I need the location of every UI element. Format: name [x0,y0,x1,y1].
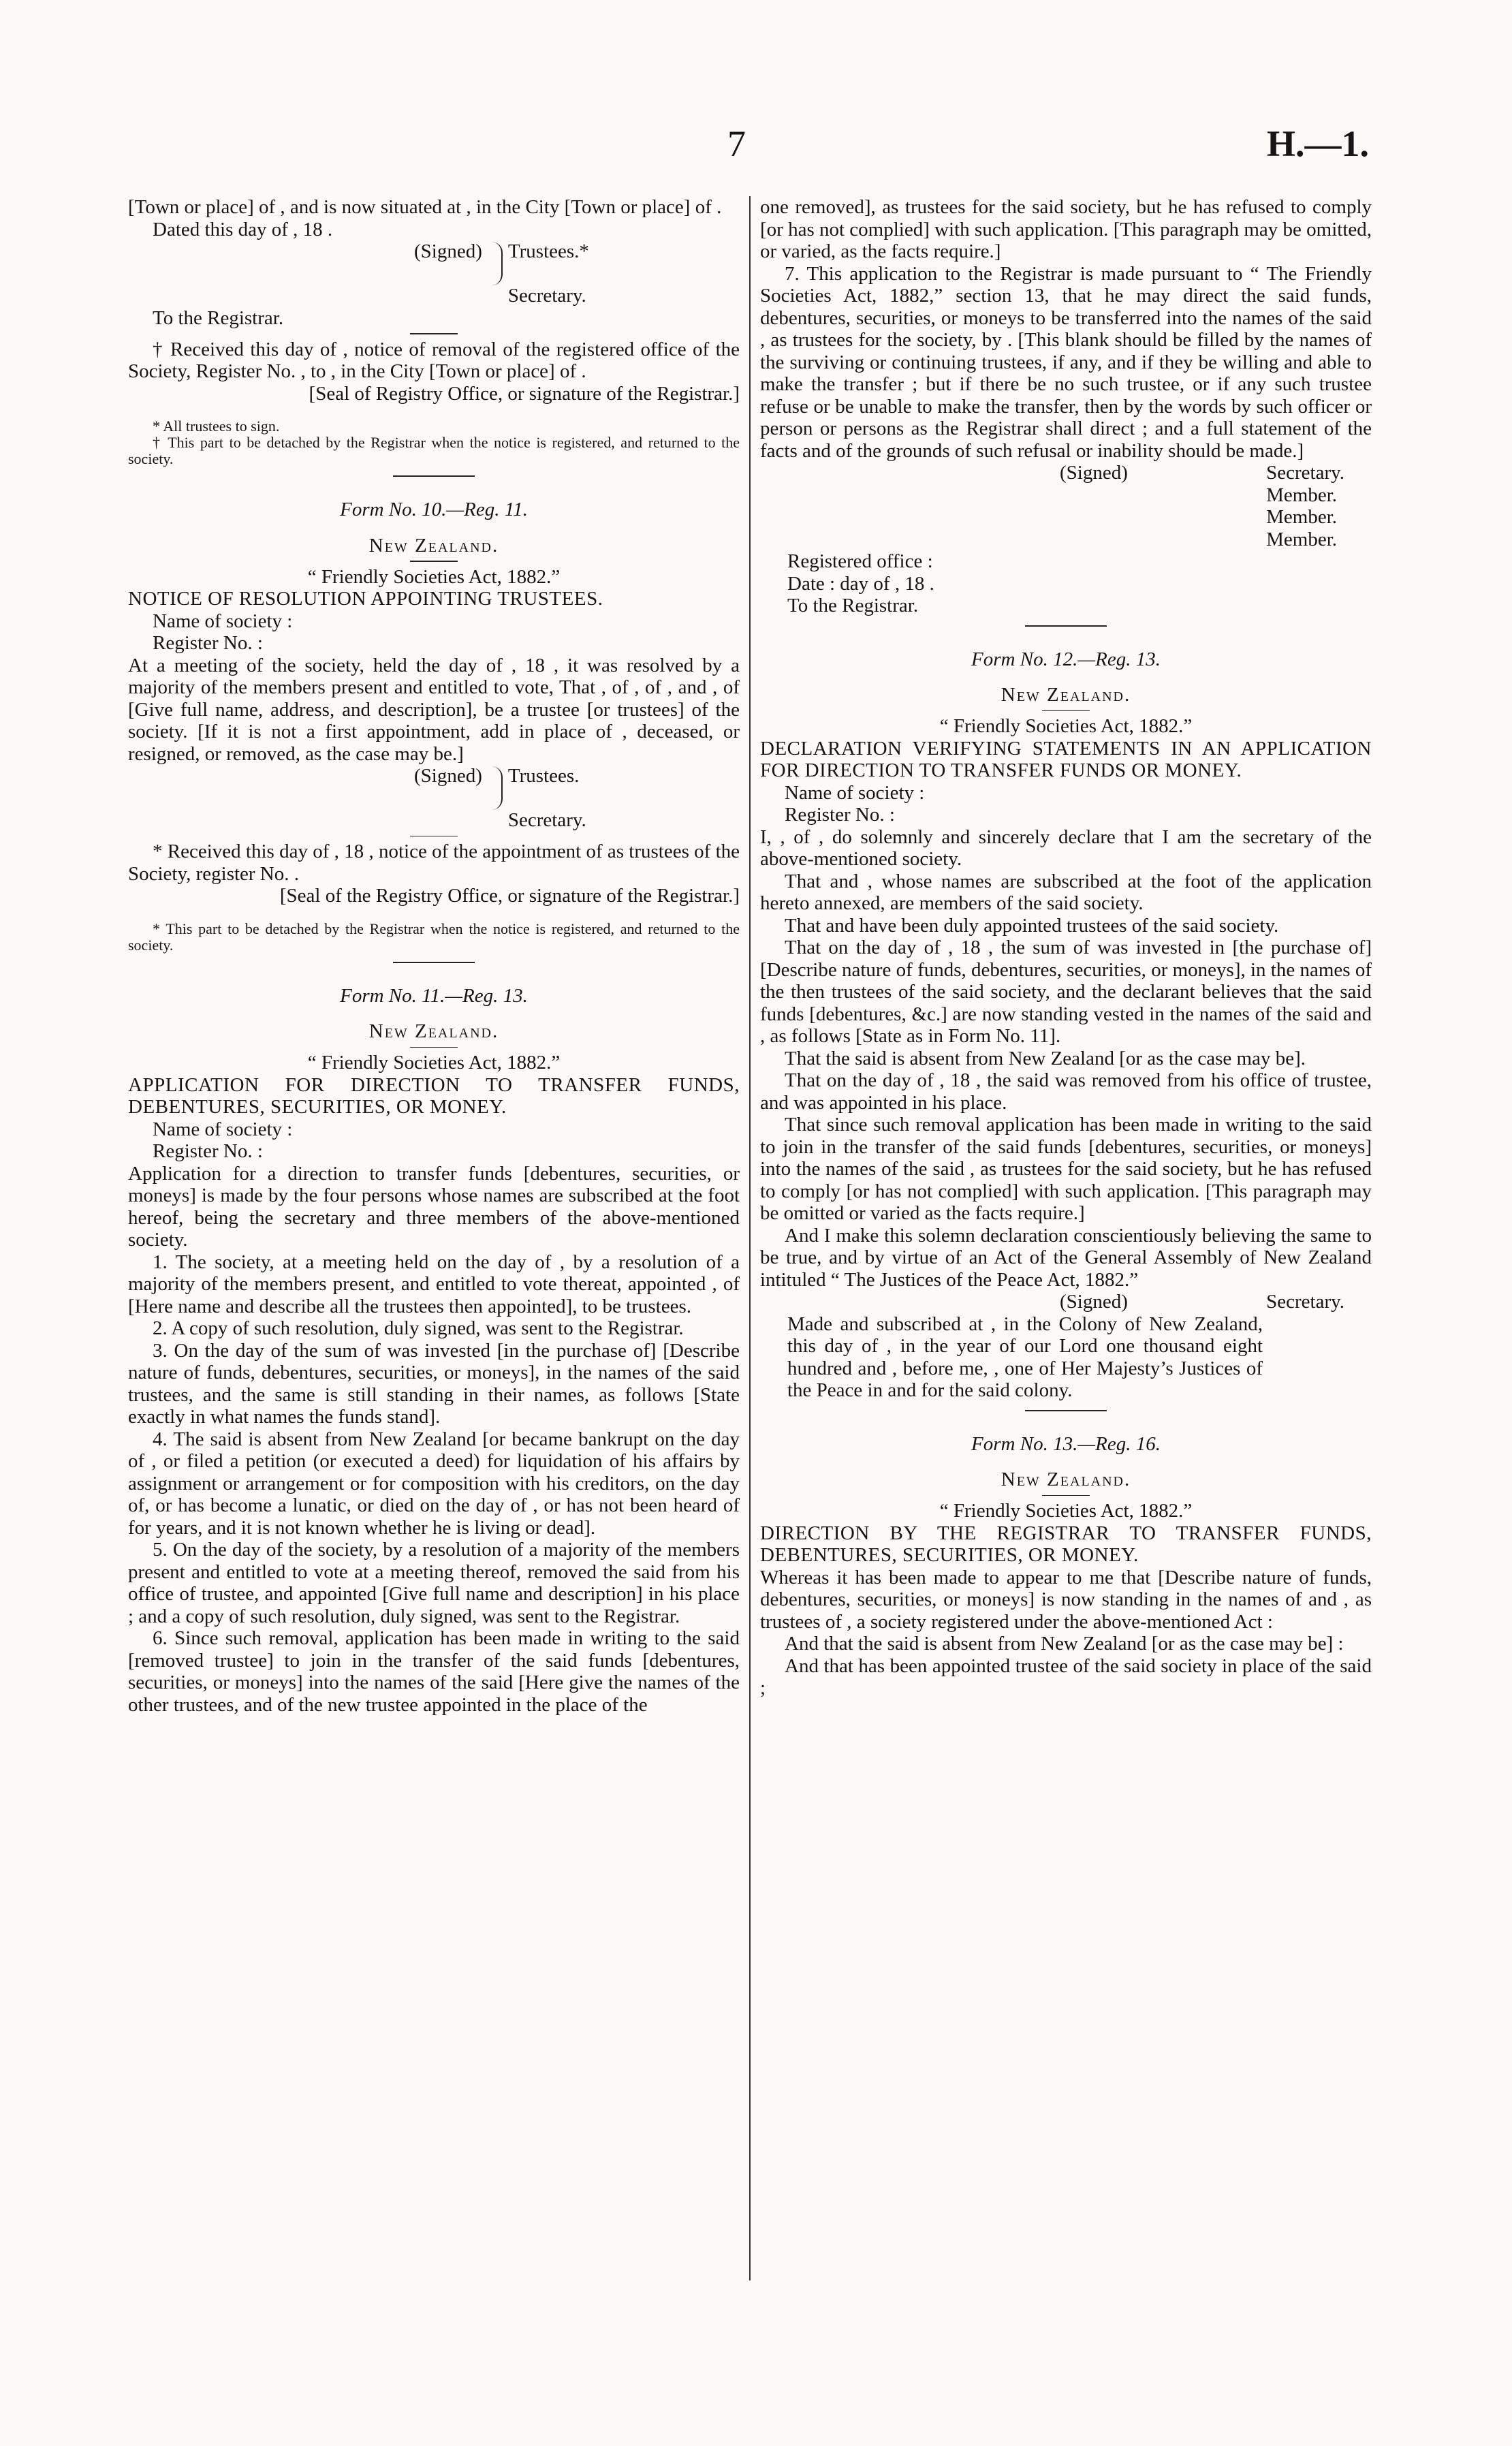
seal-note: [Seal of Registry Office, or signature of the Registrar.] [309,382,740,405]
member-label: Member. [1266,484,1338,506]
notice-continuation: [Town or place] of , and is now situated at , in the City [Town or place] of . [128,196,722,218]
signature-block [414,240,740,307]
country-label: New Zealand. [368,1020,499,1042]
jurat: Made and subscribed at , in the Colony of New Zealand, this day of , in the year of our Lord one thousand eight hundred and , before me, , one of Her Majesty’s Justices of the Peace in and for the said colony. [787,1313,1263,1401]
secretary-label: Secretary. [507,285,586,307]
page-number: 7 [727,123,746,164]
form-title: DIRECTION BY THE REGISTRAR TO TRANSFER FUNDS, DEBENTURES, SECURITIES, OR MONEY. [760,1522,1372,1566]
divider [410,561,458,562]
form-heading [760,648,1372,671]
paragraph-5: 5. On the day of the society, by a resolution of a majority of the members present and entitled to vote at a meeting thereof, removed the said from his office of trustee, and appointed [Give full name and description] in his place ; and a copy of such resolution, duly signed, was sent to the Registrar. [128,1539,740,1627]
declaration-paragraph: That on the day of , 18 , the said was removed from his office of trustee, and was appointed in his place. [760,1069,1372,1114]
direction-paragraph: And that has been appointed trustee of the said society in place of the said ; [760,1655,1372,1699]
seal-note: [Seal of the Registry Office, or signature of the Registrar.] [279,885,740,907]
signed-label: (Signed) [1060,462,1128,484]
society-name-field: Name of society : [785,781,925,804]
to-registrar: To the Registrar. [787,595,919,616]
brace [489,242,503,285]
paragraph-6-continuation: one removed], as trustees for the said society, but he has refused to comply [or has not complied] with such application. [This paragraph may be omitted, or varied, as the facts require.] [760,196,1372,262]
secretary-label: Secretary. [507,809,586,831]
footnote: * All trustees to sign. [153,418,280,435]
paragraph-7: 7. This application to the Registrar is made pursuant to “ The Friendly Societies Act, 1882,” section 13, that he may direct the said funds, debentures, securities, or moneys to be transferred into the names of the said , as trustees for the society, by . [This blank should be filled by the names of the surviving or continuing trustees, if any, and if they be willing and able to make the transfer ; but if there be no such trustee, or if any such trustee refuse or be unable to make the transfer, then by the words by such officer or person or persons as the Registrar shall direct ; and a full statement of the facts and of the grounds of such refusal or inability should be made.] [760,262,1372,462]
form-heading [760,1433,1372,1456]
section-divider [393,962,475,963]
document-code: H.—1. [1266,123,1369,164]
act-title: “ Friendly Societies Act, 1882.” [939,1500,1193,1522]
left-column [128,196,740,1716]
form-title: DECLARATION VERIFYING STATEMENTS IN AN APPLICATION FOR DIRECTION TO TRANSFER FUNDS OR MONEY. [760,737,1372,781]
paragraph-6: 6. Since such removal, application has been made in writing to the said [removed trustee] to join in the transfer of the said funds [debentures, securities, or moneys] into the names of the said [Here give the names of the other trustees, and of the new trustee appointed in the place of the [128,1627,740,1716]
society-name-field: Name of society : [153,610,293,632]
secretary-label: Secretary. [1266,1291,1344,1313]
form-heading [128,985,740,1007]
section-divider [393,475,475,477]
declaration-paragraph: That and , whose names are subscribed at the foot of the application hereto annexed, are members of the said society. [760,870,1372,914]
column-divider [749,196,751,2280]
form-number: Form No. 11.—Reg. 13. [340,984,528,1007]
registered-office-field: Registered office : [787,550,933,572]
member-label: Member. [1266,506,1338,528]
register-number-field: Register No. : [153,632,263,654]
direction-paragraph: Whereas it has been made to appear to me that [Describe nature of funds, debentures, securities, or moneys] is now standing in the names of and , as trustees of , a society registered under the above-mentioned Act : [760,1566,1372,1633]
country-label: New Zealand. [1001,1469,1131,1490]
footnote: * This part to be detached by the Registrar when the notice is registered, and returned to the society. [128,920,740,954]
brace [489,766,503,810]
footnote: † This part to be detached by the Registrar when the notice is registered, and returned to the society. [128,434,740,467]
received-notice: * Received this day of , 18 , notice of the appointment of as trustees of the Society, register No. . [128,841,740,885]
direction-paragraph: And that the said is absent from New Zealand [or as the case may be] : [785,1633,1344,1655]
register-number-field: Register No. : [153,1140,263,1162]
member-label: Member. [1266,528,1338,550]
declaration-paragraph: I, , of , do solemnly and sincerely declare that I am the secretary of the above-mentioned society. [760,826,1372,870]
secretary-label: Secretary. [1266,462,1344,484]
trustees-label: Trustees. [507,765,580,787]
country-label: New Zealand. [368,534,499,556]
form-number: Form No. 13.—Reg. 16. [971,1432,1161,1455]
signature-block [760,462,1372,550]
right-column [760,196,1372,1699]
resolution-body: At a meeting of the society, held the day of , 18 , it was resolved by a majority of the members present and entitled to vote, That , of , of , and , of [Give full name, address, and description], be a trustee [or trustees] of the society. [If it is not a first appointment, add in place of , deceased, or resigned, or removed, as the case may be.] [128,654,740,765]
signature-block [414,765,740,832]
declaration-paragraph: And I make this solemn declaration conscientiously believing the same to be true, and by virtue of an Act of the General Assembly of New Zealand intituled “ The Justices of the Peace Act, 1882.” [760,1224,1372,1291]
date-field: Date : day of , 18 . [787,572,934,595]
form-title: NOTICE OF RESOLUTION APPOINTING TRUSTEES. [128,588,603,610]
act-title: “ Friendly Societies Act, 1882.” [939,715,1193,737]
act-title: “ Friendly Societies Act, 1882.” [307,565,561,588]
paragraph-2: 2. A copy of such resolution, duly signed, was sent to the Registrar. [153,1317,684,1339]
declaration-paragraph: That the said is absent from New Zealand [or as the case may be]. [785,1047,1306,1069]
form-title: APPLICATION FOR DIRECTION TO TRANSFER FUNDS, DEBENTURES, SECURITIES, OR MONEY. [128,1073,740,1118]
form-number: Form No. 10.—Reg. 11. [340,499,528,520]
paragraph-4: 4. The said is absent from New Zealand [or became bankrupt on the day of , or filed a petition (or executed a deed) for liquidation of his affairs by assignment or arrangement or for composition with his creditors, on the day of, or has become a lunatic, or died on the day of , or has not been heard of for years, and it is not known whether he is living or dead]. [128,1428,740,1539]
section-divider [1025,625,1107,627]
to-registrar: To the Registrar. [153,307,284,329]
country-label: New Zealand. [1001,684,1131,706]
received-notice: † Received this day of , notice of removal of the registered office of the Society, Register No. , to , in the City [Town or place] of . [128,338,740,382]
paragraph-3: 3. On the day of the sum of was invested [in the purchase of] [Describe nature of funds, debentures, securities, or moneys], in the names of the said trustees, and the same is still standing in their names, as follows [State exactly in what names the funds stand]. [128,1339,740,1428]
form-number: Form No. 12.—Reg. 13. [971,648,1161,670]
dated-line: Dated this day of , 18 . [153,218,333,240]
signed-label: (Signed) [414,240,482,262]
declaration-paragraph: That on the day of , 18 , the sum of was invested in [the purchase of] [Describe nature of funds, debentures, securities, or moneys], in the names of the then trustees of the said society, and the declarant believes that the said funds [debentures, &c.] are now standing vested in the names of the said and , as follows [State as in Form No. 11]. [760,937,1372,1047]
form-heading [128,499,740,521]
act-title: “ Friendly Societies Act, 1882.” [307,1052,561,1073]
declaration-paragraph: That since such removal application has been made in writing to the said to join in the transfer of the said funds [debentures, securities, or moneys] into the names of the said , as trustees for the said society, but he has refused to comply [or has not complied] with such application. [This paragraph may be omitted or varied as the facts require.] [760,1114,1372,1224]
signature-block [760,1291,1372,1313]
signed-label: (Signed) [1060,1291,1128,1313]
divider [1042,710,1090,712]
divider [410,333,458,334]
register-number-field: Register No. : [785,804,895,826]
declaration-paragraph: That and have been duly appointed trustees of the said society. [785,914,1279,937]
divider [1042,1495,1090,1496]
section-divider [1025,1410,1107,1411]
signed-label: (Signed) [414,765,482,787]
divider [410,1047,458,1048]
paragraph-1: 1. The society, at a meeting held on the day of , by a resolution of a majority of the members present, and entitled to vote thereat, appointed , of [Here name and describe all the trustees then appointed], to be trustees. [128,1251,740,1317]
society-name-field: Name of society : [153,1118,293,1140]
divider [410,836,458,837]
application-intro: Application for a direction to transfer funds [debentures, securities, or moneys] is made by the four persons whose names are subscribed at the foot hereof, being the secretary and three members of the above-mentioned society. [128,1162,740,1251]
trustees-label: Trustees.* [507,240,589,262]
